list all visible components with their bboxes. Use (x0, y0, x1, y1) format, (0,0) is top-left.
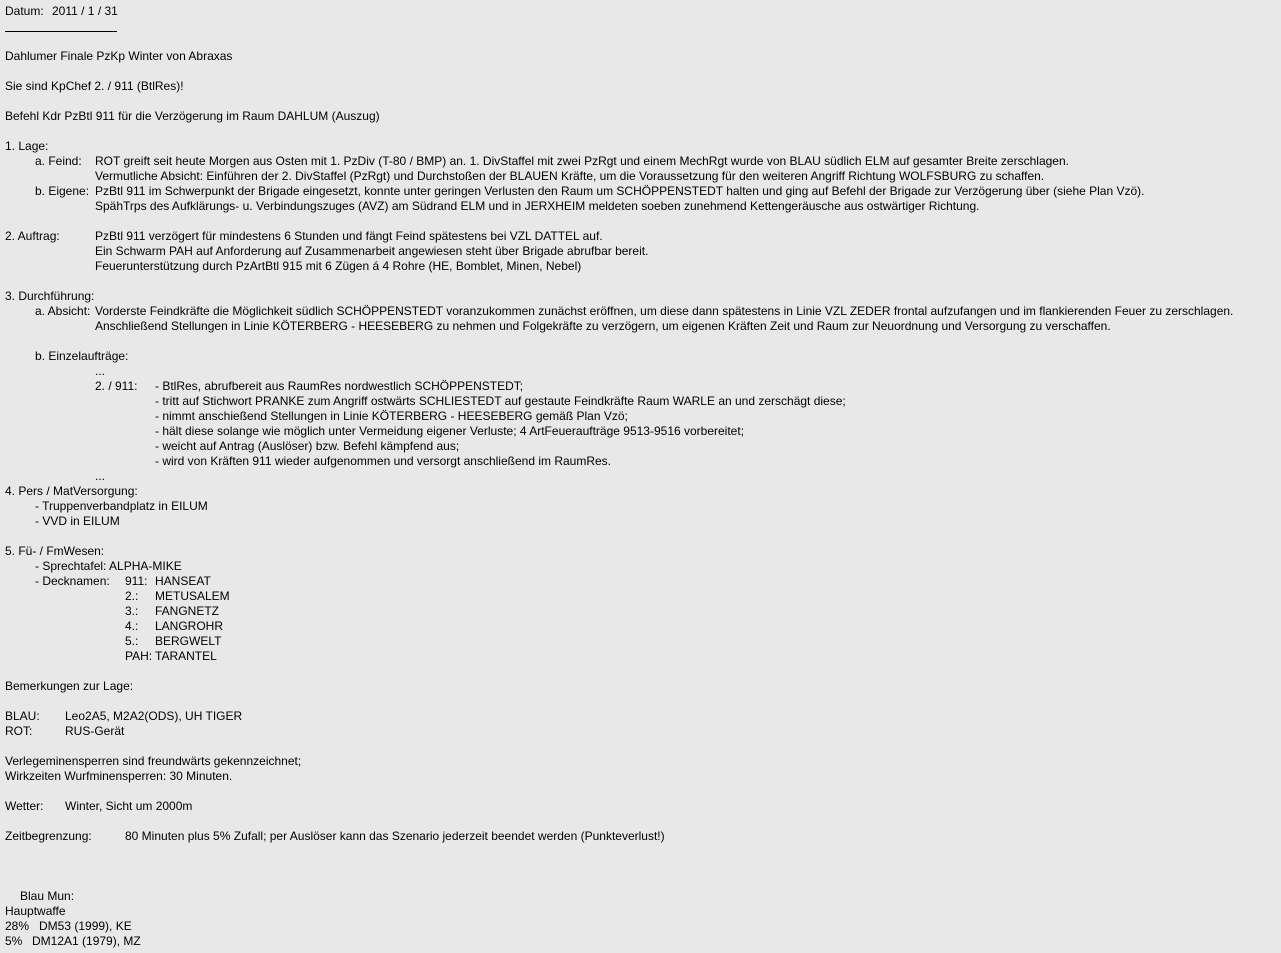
task-line: - weicht auf Antrag (Auslöser) bzw. Befehl kämpfend aus; (155, 439, 460, 453)
feind-text-2: Vermutliche Absicht: Einführen der 2. DivStaffel (PzRgt) und Durchstoßen der BLAUEN Kräfte, um die Voraussetzung für den weiteren Angriff Richtung WOLFSBURG zu schaffen. (95, 169, 1045, 183)
unit-label: 2. / 911: (95, 379, 138, 393)
bemerkungen-heading: Bemerkungen zur Lage: (5, 679, 134, 693)
absicht-label: a. Absicht: (35, 304, 91, 318)
wetter-value: Winter, Sicht um 2000m (65, 799, 193, 813)
code-key: 2.: (125, 589, 139, 603)
role-line: Sie sind KpChef 2. / 911 (BtlRes)! (5, 79, 184, 93)
rot-label: ROT: (5, 724, 33, 738)
task-line: - hält diese solange wie möglich unter Vermeidung eigener Verluste; 4 ArtFeueraufträge 9513-9516 vorbereitet; (155, 424, 745, 438)
eigene-label: b. Eigene: (35, 184, 90, 198)
section-durchfuehrung: 3. Durchführung: (5, 289, 95, 303)
code-key: 5.: (125, 634, 139, 648)
mun-pct: 5% (5, 934, 23, 948)
code-key: 3.: (125, 604, 139, 618)
absicht-text-2: Anschließend Stellungen in Linie KÖTERBERG - HEESEBERG zu nehmen und Folgekräfte zu verzögern, um eigenen Kräften Zeit und Raum zur Neuordnung und Versorgung zu verschaffen. (95, 319, 1111, 333)
zeit-value: 80 Minuten plus 5% Zufall; per Auslöser kann das Szenario jederzeit beendet werden (Punkteverlust!) (125, 829, 665, 843)
task-line: - BtlRes, abrufbereit aus RaumRes nordwestlich SCHÖPPENSTEDT; (155, 379, 524, 393)
code-name: LANGROHR (155, 619, 224, 633)
section-lage: 1. Lage: (5, 139, 49, 153)
auftrag-text-1: PzBtl 911 verzögert für mindestens 6 Stunden und fängt Feind spätestens bei VZL DATTEL auf. (95, 229, 603, 243)
decknamen-label: - Decknamen: (35, 574, 110, 588)
minen-line-2: Wirkzeiten Wurfminensperren: 30 Minuten. (5, 769, 233, 783)
code-name: FANGNETZ (155, 604, 220, 618)
mun-pct: 28% (5, 919, 30, 933)
zeit-label: Zeitbegrenzung: (5, 829, 92, 843)
minen-line-1: Verlegeminensperren sind freundwärts gekennzeichnet; (5, 754, 302, 768)
datum-label: Datum: (5, 4, 44, 18)
feind-text-1: ROT greift seit heute Morgen aus Osten mit 1. PzDiv (T-80 / BMP) an. 1. DivStaffel mit zwei PzRgt und einem MechRgt wurde von BLAU südlich ELM auf gesamter Breite zerschlagen. (95, 154, 1069, 168)
code-name: METUSALEM (155, 589, 230, 603)
wetter-label: Wetter: (5, 799, 44, 813)
task-line: - nimmt anschießend Stellungen in Linie KÖTERBERG - HEESEBERG gemäß Plan Vzö; (155, 409, 628, 423)
eigene-text-1: PzBtl 911 im Schwerpunkt der Brigade eingesetzt, konnte unter geringen Verlusten den Raum um SCHÖPPENSTEDT halten und ging auf Befehl der Brigade zur Verzögerung über (siehe Plan Vzö). (95, 184, 1145, 198)
feind-label: a. Feind: (35, 154, 82, 168)
einzelauftraege-label: b. Einzelaufträge: (35, 349, 129, 363)
task-line: - wird von Kräften 911 wieder aufgenommen und versorgt anschließend im RaumRes. (155, 454, 611, 468)
code-name: TARANTEL (155, 649, 217, 663)
section-auftrag: 2. Auftrag: (5, 229, 60, 243)
section-versorgung: 4. Pers / MatVersorgung: (5, 484, 138, 498)
scenario-title: Dahlumer Finale PzKp Winter von Abraxas (5, 49, 233, 63)
versorgung-item: - Truppenverbandplatz in EILUM (35, 499, 208, 513)
ellipsis: ... (95, 364, 106, 378)
blau-label: BLAU: (5, 709, 40, 723)
sprechtafel: - Sprechtafel: ALPHA-MIKE (35, 559, 182, 573)
code-name: HANSEAT (155, 574, 211, 588)
auftrag-text-3: Feuerunterstützung durch PzArtBtl 915 mit 6 Zügen á 4 Rohre (HE, Bomblet, Minen, Nebel) (95, 259, 582, 273)
hauptwaffe-label: Hauptwaffe (5, 904, 66, 918)
eigene-text-2: SpähTrps des Aufklärungs- u. Verbindungszuges (AVZ) am Südrand ELM und in JERXHEIM meldeten soeben zunehmend Kettengeräusche aus ostwärtiger Richtung. (95, 199, 980, 213)
task-line: - tritt auf Stichwort PRANKE zum Angriff ostwärts SCHLIESTEDT auf gestaute Feindkräfte Raum WARLE an und zerschägt diese; (155, 394, 846, 408)
absicht-text-1: Vorderste Feindkräfte die Möglichkeit südlich SCHÖPPENSTEDT voranzukommen zunächst eröffnen, um diese dann spätestens in Linie VZL ZEDER frontal aufzufangen und im flankierenden Feuer zu zerschlagen. (95, 304, 1234, 318)
section-fuewesen: 5. Fü- / FmWesen: (5, 544, 105, 558)
mun-name: DM12A1 (1979), MZ (32, 934, 141, 948)
versorgung-item: - VVD in EILUM (35, 514, 120, 528)
code-key: 4.: (125, 619, 139, 633)
code-name: BERGWELT (155, 634, 222, 648)
code-key: PAH: (125, 649, 153, 663)
auftrag-text-2: Ein Schwarm PAH auf Anforderung auf Zusammenarbeit angewiesen steht über Brigade abrufbar bereit. (95, 244, 649, 258)
rot-value: RUS-Gerät (65, 724, 125, 738)
mun-heading: Blau Mun: (20, 889, 75, 903)
order-heading: Befehl Kdr PzBtl 911 für die Verzögerung im Raum DAHLUM (Auszug) (5, 109, 380, 123)
blau-value: Leo2A5, M2A2(ODS), UH TIGER (65, 709, 243, 723)
code-key: 911: (125, 574, 148, 588)
mun-name: DM53 (1999), KE (39, 919, 132, 933)
datum-value: 2011 / 1 / 31 (52, 4, 118, 18)
divider (5, 31, 117, 32)
ellipsis: ... (95, 469, 106, 483)
